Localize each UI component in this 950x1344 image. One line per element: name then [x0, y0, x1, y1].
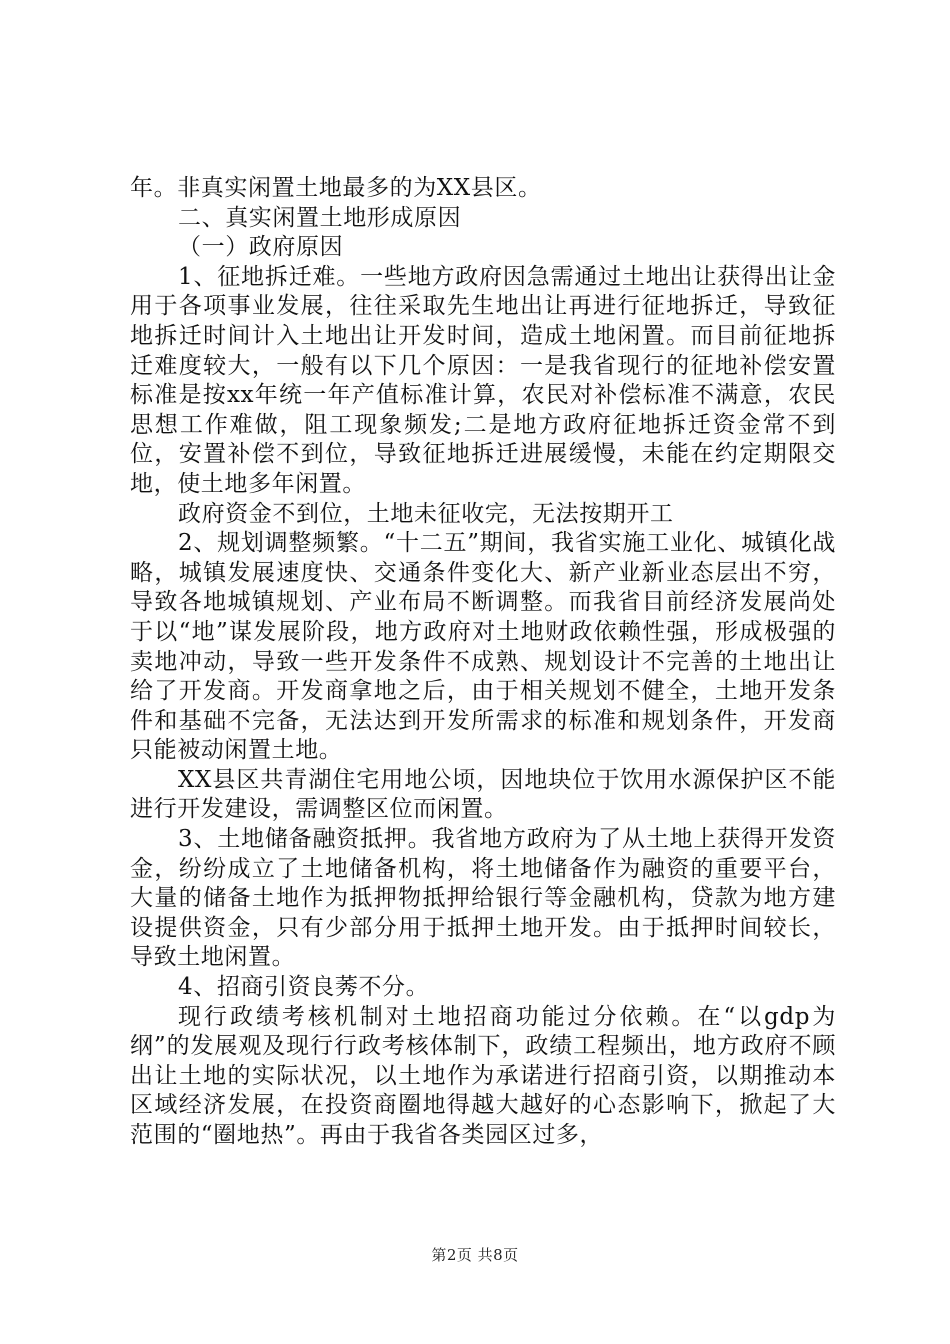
paragraph-land-reserve-mortgage: 3、土地储备融资抵押。我省地方政府为了从土地上获得开发资金，纷纷成立了土地储备机构，将土地储备作为融资的重要平台，大量的储备土地作为抵押物抵押给银行等金融机构，贷款为地方建设提供资金，只有少部分用于抵押土地开发。由于抵押时间较长，导致土地闲置。 [130, 826, 836, 971]
page-number-footer: 第2页 共8页 [431, 1246, 519, 1264]
paragraph-investment-heading: 4、招商引资良莠不分。 [178, 974, 430, 1001]
paragraph-land-acquisition: 1、征地拆迁难。一些地方政府因急需通过土地出让获得出让金用于各项事业发展，往往采取先生地出让再进行征地拆迁，导致征地拆迁时间计入土地出让开发时间，造成土地闲置。而目前征地拆迁难度较大，一般有以下几个原因：一是我省现行的征地补偿安置标准是按xx年统一年产值标准计算，农民对补偿标准不满意，农民思想工作难做，阻工现象频发;二是地方政府征地拆迁资金常不到位，安置补偿不到位，导致征地拆迁进展缓慢，未能在约定期限交地，使土地多年闲置。 [130, 263, 836, 497]
paragraph-planning-adjustment: 2、规划调整频繁。“十二五”期间，我省实施工业化、城镇化战略，城镇发展速度快、交通条件变化大、新产业新业态层出不穷，导致各地城镇规划、产业布局不断调整。而我省目前经济发展尚处于以“地”谋发展阶段，地方政府对土地财政依赖性强，形成极强的卖地冲动，导致一些开发条件不成熟、规划设计不完善的土地出让给了开发商。开发商拿地之后，由于相关规划不健全，土地开发条件和基础不完备，无法达到开发所需求的标准和规划条件，开发商只能被动闲置土地。 [130, 530, 836, 764]
paragraph-performance-evaluation: 现行政绩考核机制对土地招商功能过分依赖。在“以gdp为纲”的发展观及现行行政考核体制下，政绩工程频出，地方政府不顾出让土地的实际状况，以土地作为承诺进行招商引资，以期推动本区域经济发展，在投资商圈地得越大越好的心态影响下，掀起了大范围的“圈地热”。再由于我省各类园区过多， [130, 1003, 836, 1148]
paragraph-funding-note: 政府资金不到位，土地未征收完，无法按期开工 [178, 500, 674, 527]
subsection-heading-government: （一）政府原因 [178, 234, 344, 261]
paragraph-continuation: 年。非真实闲置土地最多的为XX县区。 [130, 175, 542, 201]
paragraph-example-case: XX县区共青湖住宅用地公顷，因地块位于饮用水源保护区不能进行开发建设，需调整区位而闲置。 [130, 766, 836, 823]
section-heading-causes: 二、真实闲置土地形成原因 [178, 204, 462, 231]
document-body [130, 174, 836, 1151]
